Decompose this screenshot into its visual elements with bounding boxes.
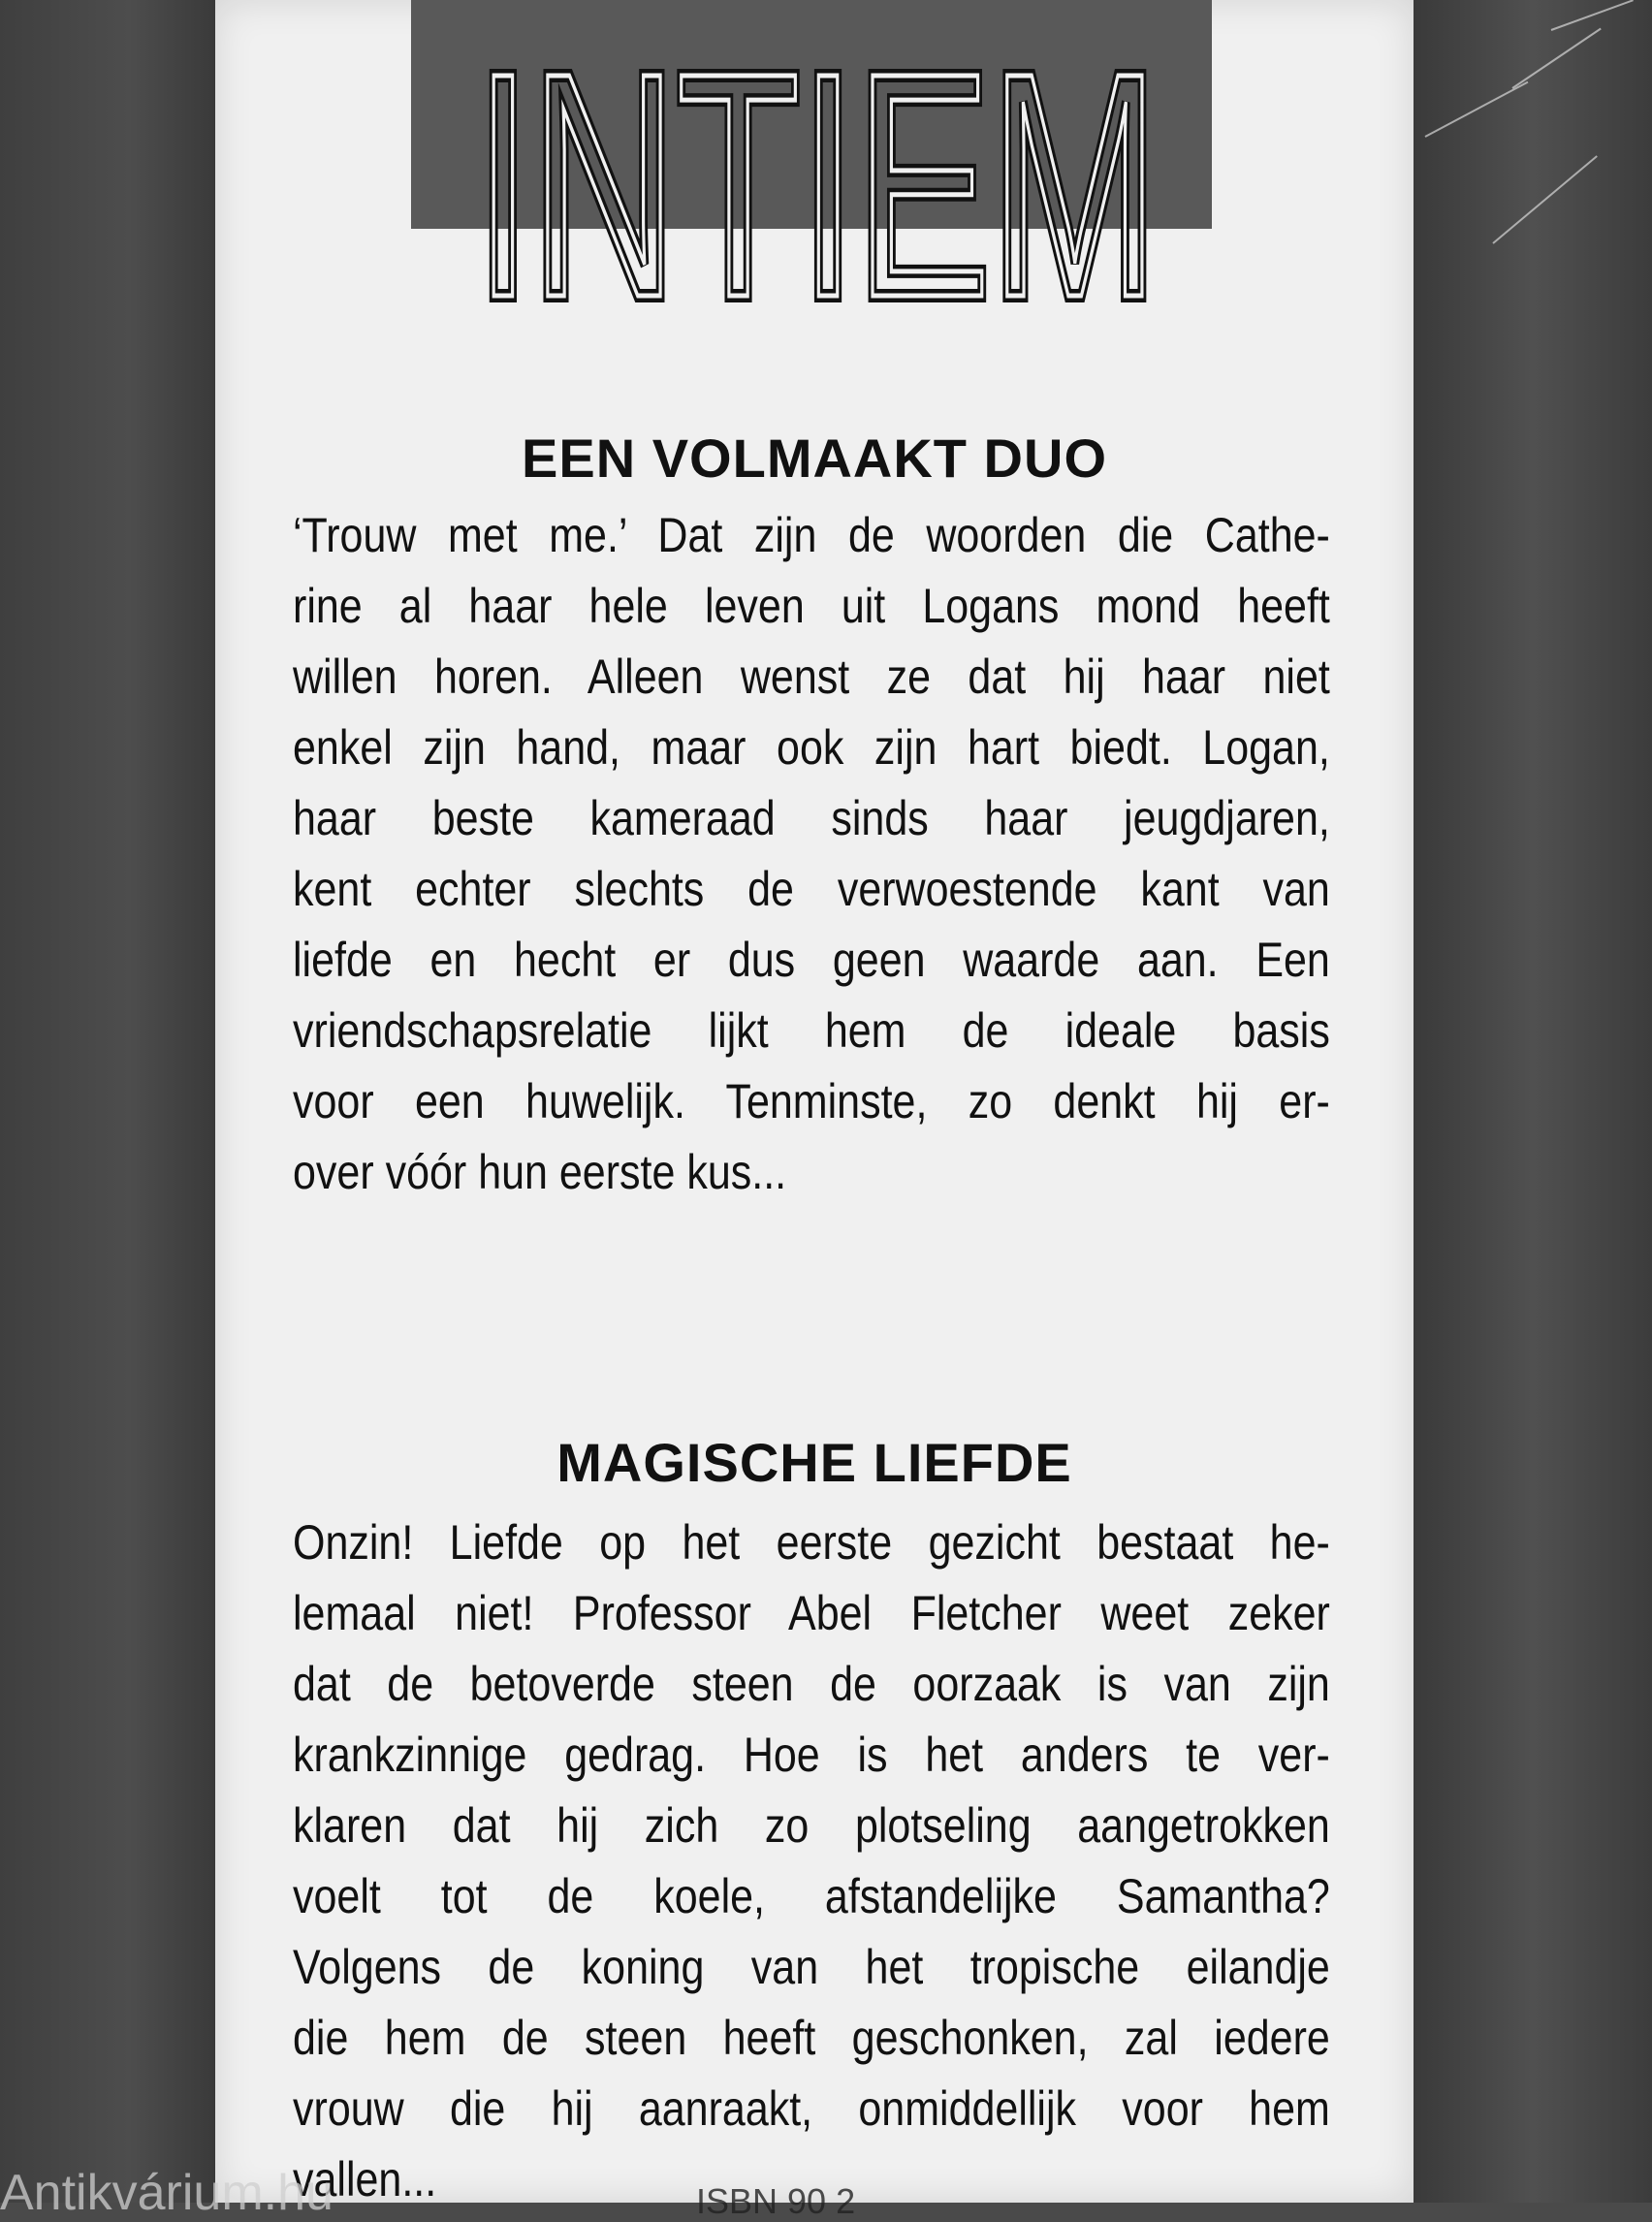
blurb-line: die hem de steen heeft geschonken, zal iedere xyxy=(293,2011,1330,2065)
blurb-line: over vóór hun eerste kus... xyxy=(293,1145,787,1199)
blurb-line: kent echter slechts de verwoestende kant van xyxy=(293,862,1330,916)
blurb-line: willen horen. Alleen wenst ze dat hij haar niet xyxy=(293,650,1330,704)
blurb-line: vriendschapsrelatie lijkt hem de ideale basis xyxy=(293,1003,1330,1058)
isbn-fragment: ISBN 90 2 xyxy=(696,2181,856,2221)
blurb-line: liefde en hecht er dus geen waarde aan. Een xyxy=(293,933,1330,987)
story-title: MAGISCHE LIEFDE xyxy=(556,1432,1072,1493)
blurb-line: lemaal niet! Professor Abel Fletcher weet zeker xyxy=(293,1586,1330,1640)
blurb-line: krankzinnige gedrag. Hoe is het anders te ver- xyxy=(293,1728,1330,1782)
story-blurb xyxy=(293,500,1330,1208)
story-blurb xyxy=(293,1508,1330,2215)
background-left xyxy=(0,0,215,2203)
blurb-line: rine al haar hele leven uit Logans mond heeft xyxy=(293,579,1330,633)
watermark: Antikvárium.hu xyxy=(0,2165,334,2221)
blurb-line: Onzin! Liefde op het eerste gezicht bestaat he- xyxy=(293,1515,1330,1570)
logo-text: INTIEM xyxy=(475,6,1159,310)
blurb-line: haar beste kameraad sinds haar jeugdjaren, xyxy=(293,791,1330,845)
blurb-line: voor een huwelijk. Tenminste, zo denkt hij er- xyxy=(293,1074,1330,1128)
background-right xyxy=(1414,0,1652,2203)
blurb-line: vrouw die hij aanraakt, onmiddellijk voor hem xyxy=(293,2081,1330,2136)
blurb-line: ‘Trouw met me.’ Dat zijn de woorden die Cathe- xyxy=(293,508,1330,562)
blurb-line: voelt tot de koele, afstandelijke Samantha? xyxy=(293,1869,1330,1923)
logo-text-shadow: INTIEM xyxy=(475,6,1159,310)
story-title: EEN VOLMAAKT DUO xyxy=(522,428,1107,489)
blurb-line: klaren dat hij zich zo plotseling aangetrokken xyxy=(293,1798,1330,1853)
blurb-line: vallen... xyxy=(293,2152,437,2206)
blurb-line: dat de betoverde steen de oorzaak is van zijn xyxy=(293,1657,1330,1711)
intiem-logo xyxy=(456,0,1192,310)
blurb-line: Volgens de koning van het tropische eilandje xyxy=(293,1940,1330,1994)
blurb-line: enkel zijn hand, maar ook zijn hart biedt. Logan, xyxy=(293,720,1330,775)
